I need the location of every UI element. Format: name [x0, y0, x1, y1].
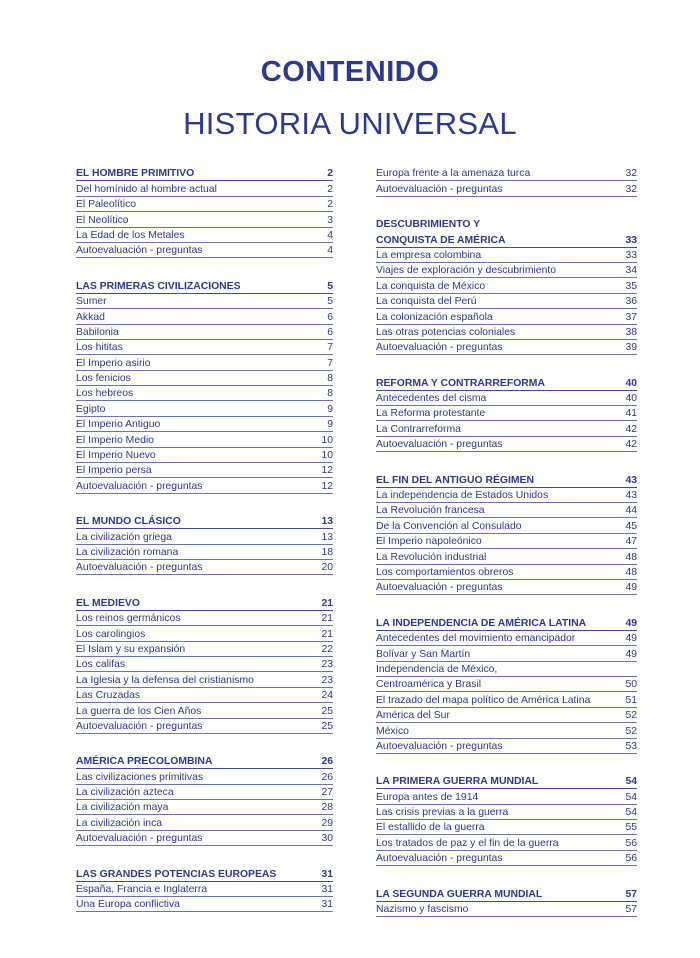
toc-entry-title: México [376, 725, 409, 737]
toc-entry-page: 29 [321, 817, 333, 829]
toc-entry-title: Autoevaluación - preguntas [376, 740, 503, 752]
toc-section [376, 774, 637, 866]
page-subtitle: HISTORIA UNIVERSAL [183, 106, 517, 141]
toc-entry[interactable] [76, 197, 333, 212]
toc-entry-page: 8 [327, 373, 333, 385]
toc-entry[interactable] [376, 181, 637, 196]
section-heading[interactable] [76, 595, 333, 610]
toc-entry[interactable] [76, 463, 333, 478]
toc-entry[interactable] [376, 294, 637, 309]
toc-entry-page: 13 [321, 531, 333, 543]
toc-entry-title: Egipto [76, 403, 106, 415]
toc-entry-page: 38 [625, 326, 637, 338]
toc-entry[interactable] [76, 212, 333, 227]
toc-entry[interactable] [376, 549, 637, 564]
section-heading-page: 49 [625, 617, 637, 629]
section-heading-page: 21 [321, 597, 333, 609]
toc-entry-page: 49 [625, 582, 637, 594]
toc-entry-title: La civilización inca [76, 817, 163, 829]
toc-entry-page: 51 [625, 694, 637, 706]
toc-entry-title: Los hititas [76, 342, 123, 354]
toc-entry-page: 42 [625, 439, 637, 451]
toc-entry[interactable] [76, 371, 333, 386]
toc-entry-page: 50 [625, 679, 637, 691]
toc-entry-title: Babilonia [76, 326, 119, 338]
toc-entry[interactable] [76, 611, 333, 626]
toc-entry[interactable] [376, 902, 637, 917]
section-heading-title: CONQUISTA DE AMÉRICA [376, 234, 506, 246]
toc-section [76, 754, 333, 846]
toc-entry[interactable] [376, 708, 637, 723]
toc-entry-title: Los reinos germánicos [76, 613, 181, 625]
toc-entry-page: 7 [327, 357, 333, 369]
toc-entry-page: 20 [321, 562, 333, 574]
toc-entry-title: Los tratados de paz y el fin de la guerra [376, 837, 559, 849]
toc-entry[interactable] [76, 642, 333, 657]
toc-entry-title: Autoevaluación - preguntas [376, 439, 503, 451]
toc-entry-page: 47 [625, 536, 637, 548]
section-heading-page: 33 [625, 234, 637, 246]
toc-entry-page: 42 [625, 423, 637, 435]
toc-entry-title: Europa frente a la amenaza turca [376, 168, 531, 180]
toc-entry-page: 26 [321, 771, 333, 783]
toc-entry-page: 10 [321, 434, 333, 446]
toc-entry-title: Los califas [76, 659, 126, 671]
toc-entry-page: 48 [625, 566, 637, 578]
toc-entry[interactable] [376, 565, 637, 580]
toc-entry-page: 22 [321, 643, 333, 655]
section-heading-page: 43 [625, 474, 637, 486]
toc-entry[interactable] [76, 478, 333, 493]
toc-entry[interactable] [76, 545, 333, 560]
toc-entry[interactable] [376, 518, 637, 533]
toc-entry-title: La civilización griega [76, 531, 172, 543]
toc-entry[interactable] [76, 432, 333, 447]
toc-entry[interactable] [76, 719, 333, 734]
toc-entry-page: 55 [625, 822, 637, 834]
toc-entry-title: La empresa colombina [376, 249, 482, 261]
toc-entry-title: La civilización azteca [76, 787, 174, 799]
toc-section [76, 278, 333, 493]
toc-entry-title: El Imperio Nuevo [76, 450, 156, 462]
toc-entry-page: 9 [327, 419, 333, 431]
toc-entry-title: España, Francia e Inglaterra [76, 884, 208, 896]
toc-entry-page: 32 [625, 168, 637, 180]
toc-entry[interactable] [76, 560, 333, 575]
toc-entry[interactable] [76, 294, 333, 309]
toc-entry-title: Los comportamientos obreros [376, 566, 514, 578]
toc-entry[interactable] [76, 626, 333, 641]
toc-entry-title: El Imperio napoleónico [376, 536, 482, 548]
toc-entry-title: Las otras potencias coloniales [376, 326, 516, 338]
toc-entry[interactable] [76, 448, 333, 463]
toc-entry-title: Autoevaluación - preguntas [76, 720, 203, 732]
section-heading-line: DESCUBRIMIENTO Y [376, 218, 481, 230]
toc-entry[interactable] [76, 785, 333, 800]
section-heading-title: EL FIN DEL ANTIGUO RÉGIMEN [376, 474, 534, 486]
section-heading-title: LAS PRIMERAS CIVILIZACIONES [76, 280, 241, 292]
toc-entry-title: La Revolución industrial [376, 551, 487, 563]
toc-entry[interactable] [376, 391, 637, 406]
toc-entry-title: La Edad de los Metales [76, 229, 185, 241]
toc-entry-title: Sumer [76, 296, 107, 308]
toc-section [376, 886, 637, 917]
toc-entry[interactable] [76, 815, 333, 830]
toc-entry-page: 45 [625, 520, 637, 532]
toc-entry-title: Los hebreos [76, 388, 134, 400]
toc-entry[interactable] [76, 800, 333, 815]
section-heading[interactable] [76, 166, 333, 181]
toc-entry[interactable] [76, 769, 333, 784]
toc-entry-page: 18 [321, 546, 333, 558]
toc-entry-title: La civilización maya [76, 802, 169, 814]
toc-entry-page: 49 [625, 648, 637, 660]
toc-entry-title: Antecedentes del cisma [376, 393, 487, 405]
toc-entry[interactable] [76, 181, 333, 196]
toc-entry-title: Antecedentes del movimiento emancipador [376, 633, 576, 645]
toc-entry[interactable] [376, 580, 637, 595]
section-heading-title: EL MUNDO CLÁSICO [76, 516, 181, 528]
toc-entry-title: Las civilizaciones primitivas [76, 771, 204, 783]
toc-entry[interactable] [376, 646, 637, 661]
toc-entry-title: Autoevaluación - preguntas [76, 245, 203, 257]
toc-entry[interactable] [376, 437, 637, 452]
toc-section [376, 166, 637, 197]
toc-entry[interactable] [76, 703, 333, 718]
toc-entry-page: 54 [625, 807, 637, 819]
toc-entry-title: La conquista de México [376, 280, 486, 292]
toc-entry-page: 25 [321, 705, 333, 717]
toc-entry-page: 7 [327, 342, 333, 354]
toc-entry-page: 57 [625, 904, 637, 916]
toc-entry-title: América del Sur [376, 710, 450, 722]
section-heading-page: 57 [625, 888, 637, 900]
toc-entry-page: 9 [327, 403, 333, 415]
toc-entry[interactable] [376, 739, 637, 754]
toc-entry-title: El Islam y su expansión [76, 643, 186, 655]
toc-entry-title: Bolívar y San Martín [376, 648, 471, 660]
toc-entry[interactable] [376, 406, 637, 421]
toc-entry-title: Nazismo y fascismo [376, 904, 469, 916]
toc-entry-page: 21 [321, 628, 333, 640]
toc-entry[interactable] [376, 421, 637, 436]
toc-entry-page: 52 [625, 725, 637, 737]
toc-entry-page: 2 [327, 183, 333, 195]
toc-left-column [76, 166, 333, 932]
toc-section [376, 375, 637, 452]
section-heading-title: EL HOMBRE PRIMITIVO [76, 168, 195, 180]
toc-entry-page: 49 [625, 633, 637, 645]
toc-entry-page: 3 [327, 214, 333, 226]
toc-entry-title: Autoevaluación - preguntas [76, 480, 203, 492]
toc-entry-title: Autoevaluación - preguntas [376, 853, 503, 865]
toc-entry-title: Independencia de México, [376, 663, 498, 675]
toc-entry-title: Europa antes de 1914 [376, 791, 479, 803]
section-heading-title: LA PRIMERA GUERRA MUNDIAL [376, 776, 539, 788]
toc-entry-page: 5 [327, 296, 333, 308]
section-heading[interactable] [376, 472, 637, 487]
section-heading-page: 31 [321, 868, 333, 880]
toc-entry[interactable] [76, 529, 333, 544]
toc-entry[interactable] [376, 166, 637, 181]
toc-entry-title: El Imperio Antiguo [76, 419, 161, 431]
toc-entry-page: 27 [321, 787, 333, 799]
toc-entry[interactable] [76, 340, 333, 355]
section-heading[interactable] [76, 514, 333, 529]
toc-entry-title: Autoevaluación - preguntas [376, 342, 503, 354]
toc-section [76, 166, 333, 258]
toc-entry-title: Los fenicios [76, 373, 131, 385]
toc-entry-page: 10 [321, 450, 333, 462]
section-heading-page: 2 [327, 168, 333, 180]
toc-entry[interactable] [376, 692, 637, 707]
section-heading-title: EL MEDIEVO [76, 597, 140, 609]
toc-entry-title: Centroamérica y Brasil [376, 679, 482, 691]
toc-entry[interactable] [376, 325, 637, 340]
page-title: CONTENIDO [260, 56, 440, 88]
toc-entry-title: Las Cruzadas [76, 690, 141, 702]
toc-entry[interactable] [376, 851, 637, 866]
toc-entry-title: De la Convención al Consulado [376, 520, 522, 532]
toc-right-column [376, 166, 637, 937]
toc-section [376, 217, 637, 356]
toc-entry-page: 31 [321, 884, 333, 896]
toc-entry-title: Viajes de exploración y descubrimiento [376, 265, 557, 277]
section-heading-page: 54 [625, 776, 637, 788]
toc-entry-page: 4 [327, 229, 333, 241]
toc-entry[interactable] [376, 820, 637, 835]
toc-entry-title: Los carolingios [76, 628, 146, 640]
section-heading-page: 5 [327, 280, 333, 292]
toc-entry[interactable] [376, 503, 637, 518]
toc-entry-title: La conquista del Perú [376, 296, 477, 308]
toc-entry-title: Autoevaluación - preguntas [376, 183, 503, 195]
toc-entry[interactable] [376, 789, 637, 804]
toc-entry-page: 23 [321, 659, 333, 671]
toc-entry-title: La civilización romana [76, 546, 179, 558]
toc-entry-title: El trazado del mapa político de América Latina [376, 694, 591, 706]
toc-entry-title: El estallido de la guerra [376, 822, 485, 834]
toc-entry-page: 34 [625, 265, 637, 277]
toc-entry[interactable] [76, 309, 333, 324]
toc-entry-page: 44 [625, 505, 637, 517]
toc-entry-page: 2 [327, 199, 333, 211]
section-heading[interactable] [76, 754, 333, 769]
toc-entry-page: 28 [321, 802, 333, 814]
toc-entry[interactable] [76, 417, 333, 432]
toc-entry-page: 43 [625, 490, 637, 502]
toc-entry[interactable] [76, 831, 333, 846]
toc-entry[interactable] [376, 835, 637, 850]
toc-entry[interactable] [376, 677, 637, 692]
toc-entry-page: 32 [625, 183, 637, 195]
toc-entry-page: 12 [321, 480, 333, 492]
section-heading-title: LA INDEPENDENCIA DE AMÉRICA LATINA [376, 617, 587, 629]
toc-entry[interactable] [376, 340, 637, 355]
toc-entry-page: 48 [625, 551, 637, 563]
toc-entry-title: Las crisis previas a la guerra [376, 807, 509, 819]
section-heading-page: 13 [321, 516, 333, 528]
toc-entry-page: 4 [327, 245, 333, 257]
toc-entry-title: La Reforma protestante [376, 408, 486, 420]
toc-entry[interactable] [376, 263, 637, 278]
section-heading[interactable] [376, 232, 637, 247]
toc-entry-title: La Contrarreforma [376, 423, 461, 435]
toc-entry[interactable] [376, 723, 637, 738]
toc-entry-page: 25 [321, 720, 333, 732]
toc-entry[interactable] [376, 278, 637, 293]
toc-entry[interactable] [76, 325, 333, 340]
toc-entry[interactable] [76, 672, 333, 687]
section-heading-title: AMÉRICA PRECOLOMBINA [76, 756, 213, 768]
toc-entry-page: 6 [327, 326, 333, 338]
toc-entry-page: 30 [321, 833, 333, 845]
toc-entry-title: El Imperio Medio [76, 434, 154, 446]
toc-entry-page: 35 [625, 280, 637, 292]
toc-entry[interactable] [376, 631, 637, 646]
section-heading-title: LAS GRANDES POTENCIAS EUROPEAS [76, 868, 277, 880]
toc-entry-page: 24 [321, 690, 333, 702]
toc-entry[interactable] [76, 355, 333, 370]
section-heading-page: 40 [625, 377, 637, 389]
toc-entry-page: 40 [625, 393, 637, 405]
toc-entry-page: 53 [625, 740, 637, 752]
section-heading-page: 26 [321, 756, 333, 768]
toc-entry-title: La Iglesia y la defensa del cristianismo [76, 674, 254, 686]
toc-section [376, 615, 637, 754]
toc-entry[interactable] [376, 248, 637, 263]
toc-entry[interactable] [376, 534, 637, 549]
toc-entry-title: El Imperio persa [76, 465, 152, 477]
section-heading[interactable] [376, 375, 637, 390]
toc-entry-title: Autoevaluación - preguntas [76, 833, 203, 845]
toc-entry-page: 23 [321, 674, 333, 686]
toc-entry[interactable] [76, 243, 333, 258]
section-heading[interactable] [376, 886, 637, 901]
toc-entry-title: El Imperio asirio [76, 357, 151, 369]
toc-entry-title: Del homínido al hombre actual [76, 183, 217, 195]
toc-entry[interactable] [76, 897, 333, 912]
toc-section [376, 472, 637, 595]
toc-entry-title: Una Europa conflictiva [76, 899, 180, 911]
toc-entry-title: El Neolítico [76, 214, 129, 226]
toc-entry-page: 12 [321, 465, 333, 477]
toc-entry-title: La colonización española [376, 311, 493, 323]
toc-entry[interactable] [76, 688, 333, 703]
section-heading-title: REFORMA Y CONTRARREFORMA [376, 377, 545, 389]
toc-section [76, 514, 333, 576]
toc-entry-page: 36 [625, 296, 637, 308]
toc-entry-title: La guerra de los Cien Años [76, 705, 202, 717]
toc-entry-page: 6 [327, 311, 333, 323]
toc-entry-title: La Revolución francesa [376, 505, 485, 517]
toc-entry[interactable] [76, 882, 333, 897]
toc-entry[interactable] [376, 805, 637, 820]
section-heading-title: LA SEGUNDA GUERRA MUNDIAL [376, 888, 543, 900]
toc-entry[interactable] [376, 309, 637, 324]
toc-entry-page: 52 [625, 710, 637, 722]
toc-entry-page: 31 [321, 899, 333, 911]
toc-section [76, 866, 333, 912]
section-heading[interactable] [376, 615, 637, 630]
toc-entry-title: Autoevaluación - preguntas [76, 562, 203, 574]
toc-entry[interactable] [76, 401, 333, 416]
toc-entry[interactable] [376, 488, 637, 503]
toc-entry-page: 21 [321, 613, 333, 625]
toc-entry-page: 56 [625, 837, 637, 849]
toc-entry-page: 8 [327, 388, 333, 400]
section-heading[interactable] [76, 866, 333, 881]
toc-entry-page: 56 [625, 853, 637, 865]
toc-entry[interactable] [376, 662, 637, 677]
toc-entry-page: 41 [625, 408, 637, 420]
toc-entry-page: 33 [625, 249, 637, 261]
toc-entry-title: El Paleolítico [76, 199, 137, 211]
toc-entry[interactable] [76, 228, 333, 243]
toc-entry[interactable] [76, 386, 333, 401]
toc-entry-page: 39 [625, 342, 637, 354]
toc-entry-title: Akkad [76, 311, 105, 323]
toc-entry-page: 54 [625, 791, 637, 803]
section-heading[interactable] [376, 774, 637, 789]
toc-section [76, 595, 333, 734]
toc-entry-title: Autoevaluación - preguntas [376, 582, 503, 594]
toc-entry-page: 37 [625, 311, 637, 323]
toc-entry[interactable] [76, 657, 333, 672]
toc-entry-title: La independencia de Estados Unidos [376, 490, 549, 502]
section-heading[interactable] [76, 278, 333, 293]
